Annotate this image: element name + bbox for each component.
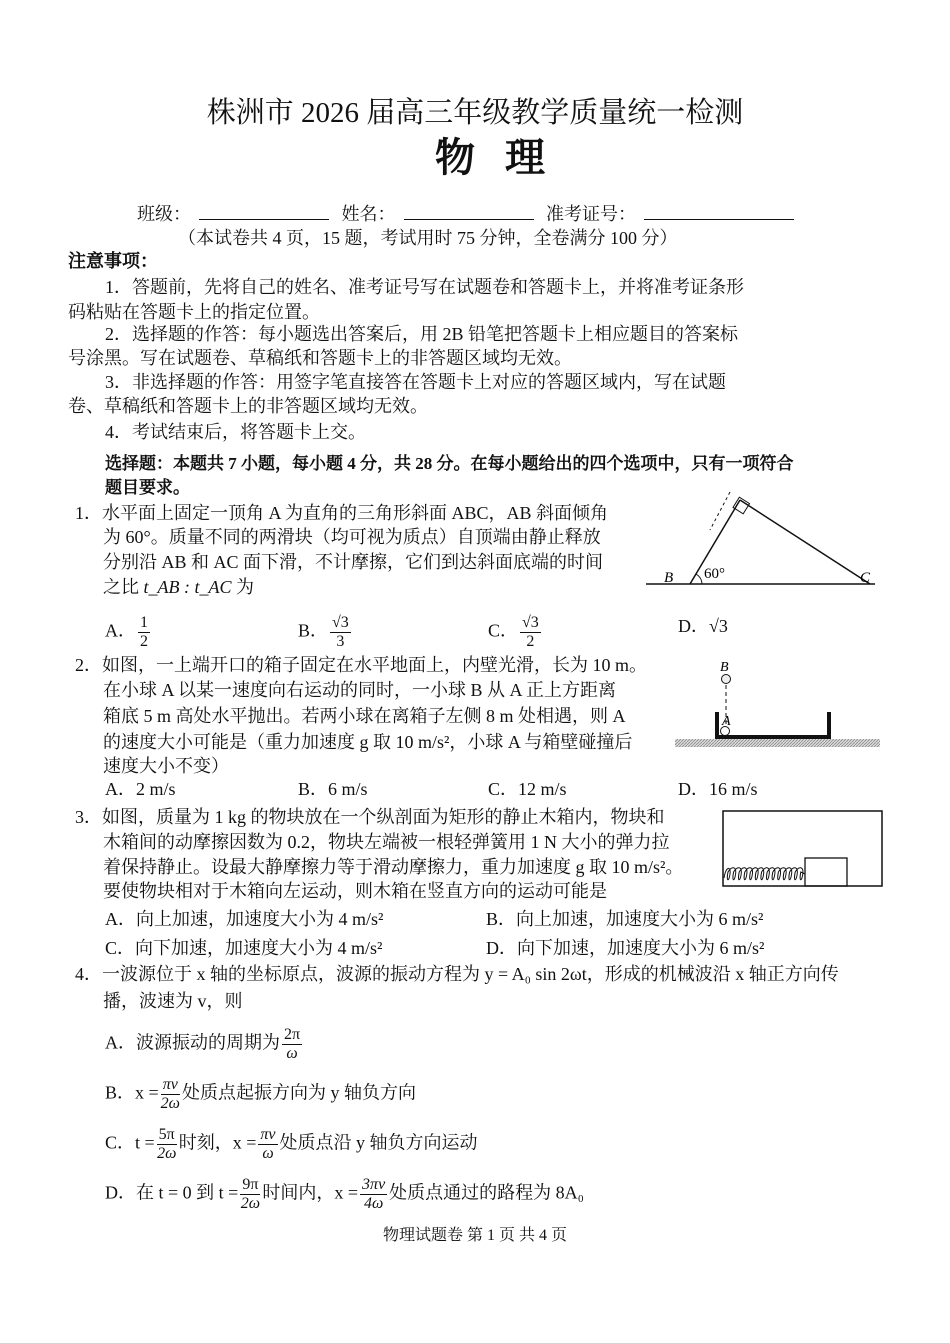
- q3-option-a[interactable]: A．向上加速，加速度大小为 4 m/s²: [105, 909, 384, 929]
- q4-stem: 播，波速为 v，则: [103, 991, 243, 1011]
- name-field[interactable]: [404, 201, 534, 220]
- q2-option-c[interactable]: C．12 m/s: [488, 779, 567, 799]
- q1-option-d[interactable]: [678, 614, 728, 638]
- q4-option-b[interactable]: [105, 1076, 416, 1113]
- q4-stem: 4．一波源位于 x 轴的坐标原点，波源的振动方程为 y = A₀ sin 2ωt，形成的机械波沿 x 轴正方向传: [75, 964, 839, 984]
- q3-stem: 木箱间的动摩擦因数为 0.2，物块左端被一根轻弹簧用 1 N 大小的弹力拉: [103, 832, 670, 852]
- option-label: B．: [298, 620, 329, 641]
- fraction: [157, 1126, 177, 1163]
- denominator: 2ω: [160, 1095, 180, 1112]
- q2-stem: 2．如图，一上端开口的箱子固定在水平地面上，内壁光滑，长为 10 m。: [75, 655, 647, 675]
- denominator: 4ω: [363, 1195, 384, 1212]
- numerator: √3: [522, 614, 539, 631]
- q1-stem-text: 之比: [103, 577, 139, 597]
- name-label: 姓名：: [341, 204, 396, 224]
- denominator: ω: [262, 1145, 274, 1162]
- q4-option-c[interactable]: [105, 1126, 478, 1163]
- q3-stem: 着保持静止。设最大静摩擦力等于滑动摩擦力，重力加速度 g 取 10 m/s²。: [103, 857, 684, 877]
- denominator: ω: [286, 1045, 298, 1062]
- id-label: 准考证号：: [546, 204, 636, 224]
- denominator: 2: [140, 633, 148, 650]
- q2-option-d[interactable]: D．16 m/s: [678, 779, 758, 799]
- numerator: 3πv: [362, 1176, 386, 1193]
- label-b: B: [664, 570, 674, 586]
- q2-box-figure: [672, 655, 882, 755]
- q3-option-d[interactable]: D．向下加速，加速度大小为 6 m/s²: [486, 938, 765, 958]
- q2-option-a[interactable]: A．2 m/s: [105, 779, 176, 799]
- notes-heading: 注意事项：: [68, 251, 158, 272]
- note-line: 卷、草稿纸和答题卡上的非答题区域均无效。: [68, 396, 428, 416]
- fraction: [360, 1176, 387, 1213]
- spring: [724, 868, 805, 880]
- q1-option-a[interactable]: [105, 614, 152, 651]
- label-b: B: [720, 660, 729, 675]
- option-text: 处质点沿 y 轴负方向运动: [279, 1132, 478, 1153]
- note-line: 3．非选择题的作答：用签字笔直接答在答题卡上对应的答题区域内，写在试题: [105, 372, 726, 392]
- option-label: C．: [488, 620, 519, 641]
- fraction: [330, 614, 351, 651]
- numerator: 9π: [242, 1176, 259, 1193]
- option-text: 处质点通过的路程为 8A₀: [389, 1182, 584, 1203]
- fraction: [520, 614, 541, 651]
- q3-stem: 要使物块相对于木箱向左运动，则木箱在竖直方向的运动可能是: [103, 881, 607, 901]
- q1-triangle-figure: [640, 490, 880, 590]
- q4-option-d[interactable]: [105, 1176, 584, 1213]
- option-label: D．: [678, 616, 709, 636]
- label-a: A: [722, 714, 731, 729]
- section-heading: 选择题：本题共 7 小题，每小题 4 分，共 28 分。在每小题给出的四个选项中，只有一项符合: [105, 454, 794, 473]
- denominator: 2ω: [240, 1195, 260, 1212]
- q3-stem: 3．如图，质量为 1 kg 的物块放在一个纵剖面为矩形的静止木箱内，物块和: [75, 807, 665, 827]
- page-footer: 物理试题卷 第 1 页 共 4 页: [382, 1227, 567, 1244]
- exam-info: （本试卷共 4 页，15 题，考试用时 75 分钟，全卷满分 100 分）: [178, 228, 678, 248]
- option-text: A．波源振动的周期为: [105, 1032, 280, 1053]
- note-line: 2．选择题的作答：每小题选出答案后，用 2B 铅笔把答题卡上相应题目的答案标: [105, 324, 739, 344]
- option-label: A．: [105, 620, 136, 641]
- fraction: [240, 1176, 260, 1213]
- q2-stem: 速度大小不变）: [103, 756, 229, 776]
- fraction: [161, 1076, 180, 1113]
- q1-ratio-suffix: 为: [236, 577, 254, 597]
- denominator: 2ω: [157, 1145, 177, 1162]
- q1-option-c[interactable]: [488, 614, 543, 651]
- note-line: 号涂黑。写在试题卷、草稿纸和答题卡上的非答题区域均无效。: [68, 348, 572, 368]
- q1-option-b[interactable]: [298, 614, 353, 651]
- note-line: 码粘贴在答题卡上的指定位置。: [68, 302, 320, 322]
- q1-stem: 为 60°。质量不同的两滑块（均可视为质点）自顶端由静止释放: [103, 527, 601, 547]
- option-text: 处质点起振方向为 y 轴负方向: [181, 1082, 416, 1103]
- q1-stem: 分别沿 AB 和 AC 面下滑，不计摩擦，它们到达斜面底端的时间: [103, 552, 604, 572]
- option-text: 时间内，x =: [262, 1182, 359, 1203]
- q1-stem: 1．水平面上固定一顶角 A 为直角的三角形斜面 ABC，AB 斜面倾角: [75, 503, 609, 523]
- id-field[interactable]: [644, 201, 794, 220]
- q4-option-a[interactable]: [105, 1026, 304, 1063]
- q3-option-c[interactable]: C．向下加速，加速度大小为 4 m/s²: [105, 938, 383, 958]
- q2-stem: 在小球 A 以某一速度向右运动的同时，一小球 B 从 A 正上方距离: [103, 680, 617, 700]
- numerator: √3: [332, 614, 349, 631]
- note-line: 4．考试结束后，将答题卡上交。: [105, 422, 366, 442]
- option-value: √3: [709, 616, 728, 636]
- fraction: [138, 614, 150, 651]
- q3-box-spring-figure: [720, 808, 886, 890]
- note-line: 1．答题前，先将自己的姓名、准考证号写在试题卷和答题卡上，并将准考证条形: [105, 277, 744, 297]
- q1-stem: [103, 575, 254, 599]
- label-angle: 60°: [704, 566, 725, 582]
- q3-option-b[interactable]: B．向上加速，加速度大小为 6 m/s²: [486, 909, 764, 929]
- option-text: D．在 t = 0 到 t =: [105, 1182, 239, 1203]
- numerator: 2π: [284, 1026, 301, 1043]
- q2-stem: 的速度大小可能是（重力加速度 g 取 10 m/s²，小球 A 与箱壁碰撞后: [103, 732, 633, 752]
- option-text: C．t =: [105, 1132, 155, 1153]
- class-field[interactable]: [199, 201, 329, 220]
- subject-title: 物理: [435, 135, 575, 181]
- candidate-fields: [137, 201, 802, 226]
- denominator: 2: [526, 633, 535, 650]
- numerator: πv: [260, 1126, 276, 1143]
- section-heading-cont: 题目要求。: [105, 478, 190, 497]
- numerator: 5π: [158, 1126, 175, 1143]
- numerator: πv: [162, 1076, 178, 1093]
- option-text: B．x =: [105, 1082, 159, 1103]
- fraction: [258, 1126, 277, 1163]
- label-c: C: [860, 570, 871, 586]
- class-label: 班级：: [137, 204, 191, 224]
- exam-title: 株洲市 2026 届高三年级教学质量统一检测: [206, 97, 744, 129]
- q2-option-b[interactable]: B．6 m/s: [298, 779, 368, 799]
- option-text: 时刻，x =: [178, 1132, 257, 1153]
- q2-stem: 箱底 5 m 高处水平抛出。若两小球在离箱子左侧 8 m 处相遇，则 A: [103, 706, 626, 726]
- fraction: [282, 1026, 302, 1063]
- q1-ratio: t_AB : t_AC: [143, 577, 232, 597]
- numerator: 1: [140, 614, 148, 631]
- denominator: 3: [336, 633, 345, 650]
